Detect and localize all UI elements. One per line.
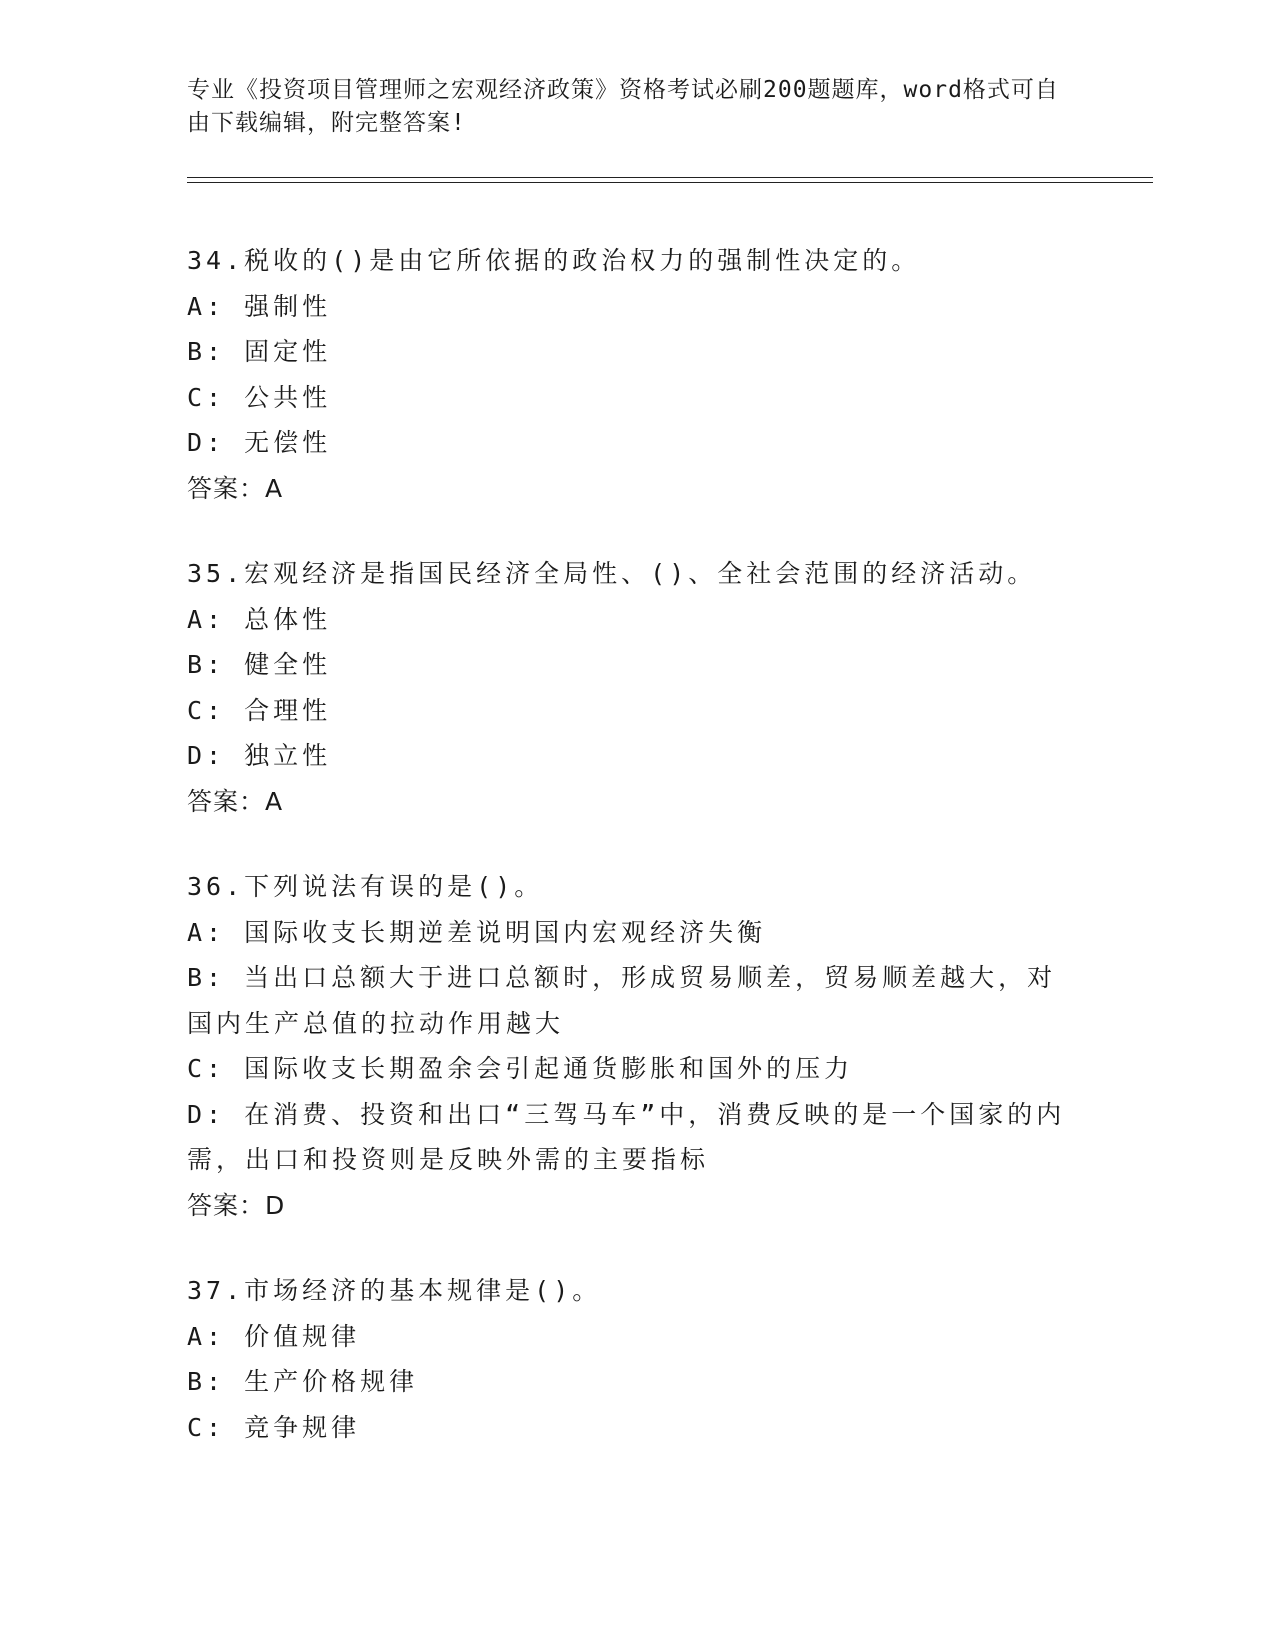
option-c: C: 合理性 bbox=[187, 695, 332, 725]
header-divider-bottom bbox=[187, 182, 1153, 183]
option-b: B: 固定性 bbox=[187, 337, 332, 366]
option-c: C: 国际收支长期盈余会引起通货膨胀和国外的压力 bbox=[187, 1054, 854, 1083]
option-c: C: 公共性 bbox=[187, 382, 332, 412]
option-b: B: 生产价格规律 bbox=[187, 1367, 419, 1396]
option-d: D: 在消费、投资和出口“三驾马车”中，消费反映的是一个国家的内需，出口和投资则是反映外需的主要指标 bbox=[187, 1099, 1066, 1174]
header-divider-top bbox=[187, 177, 1153, 178]
question-list bbox=[187, 238, 1067, 1490]
question-37 bbox=[187, 1268, 1067, 1450]
option-a: A: 强制性 bbox=[187, 291, 332, 321]
option-a: A: 价值规律 bbox=[187, 1321, 361, 1351]
question-stem: 34.税收的()是由它所依据的政治权力的强制性决定的。 bbox=[187, 246, 921, 275]
question-stem: 37.市场经济的基本规律是()。 bbox=[187, 1276, 602, 1305]
option-b: B: 健全性 bbox=[187, 650, 332, 679]
answer-label: 答案：D bbox=[187, 1190, 286, 1220]
question-35 bbox=[187, 551, 1067, 824]
answer-label: 答案：A bbox=[187, 786, 284, 816]
question-34 bbox=[187, 238, 1067, 511]
option-b: B: 当出口总额大于进口总额时，形成贸易顺差，贸易顺差越大，对国内生产总值的拉动作用越大 bbox=[187, 963, 1057, 1038]
option-d: D: 独立性 bbox=[187, 741, 332, 770]
question-36 bbox=[187, 864, 1067, 1228]
question-stem: 36.下列说法有误的是()。 bbox=[187, 872, 544, 901]
document-header: 专业《投资项目管理师之宏观经济政策》资格考试必刷200题题库，word格式可自由下载编辑，附完整答案! bbox=[187, 77, 1059, 136]
answer-label: 答案：A bbox=[187, 473, 284, 503]
option-c: C: 竞争规律 bbox=[187, 1412, 361, 1442]
option-a: A: 总体性 bbox=[187, 604, 332, 634]
option-a: A: 国际收支长期逆差说明国内宏观经济失衡 bbox=[187, 917, 767, 947]
question-stem: 35.宏观经济是指国民经济全局性、()、全社会范围的经济活动。 bbox=[187, 559, 1037, 588]
option-d: D: 无偿性 bbox=[187, 428, 332, 457]
